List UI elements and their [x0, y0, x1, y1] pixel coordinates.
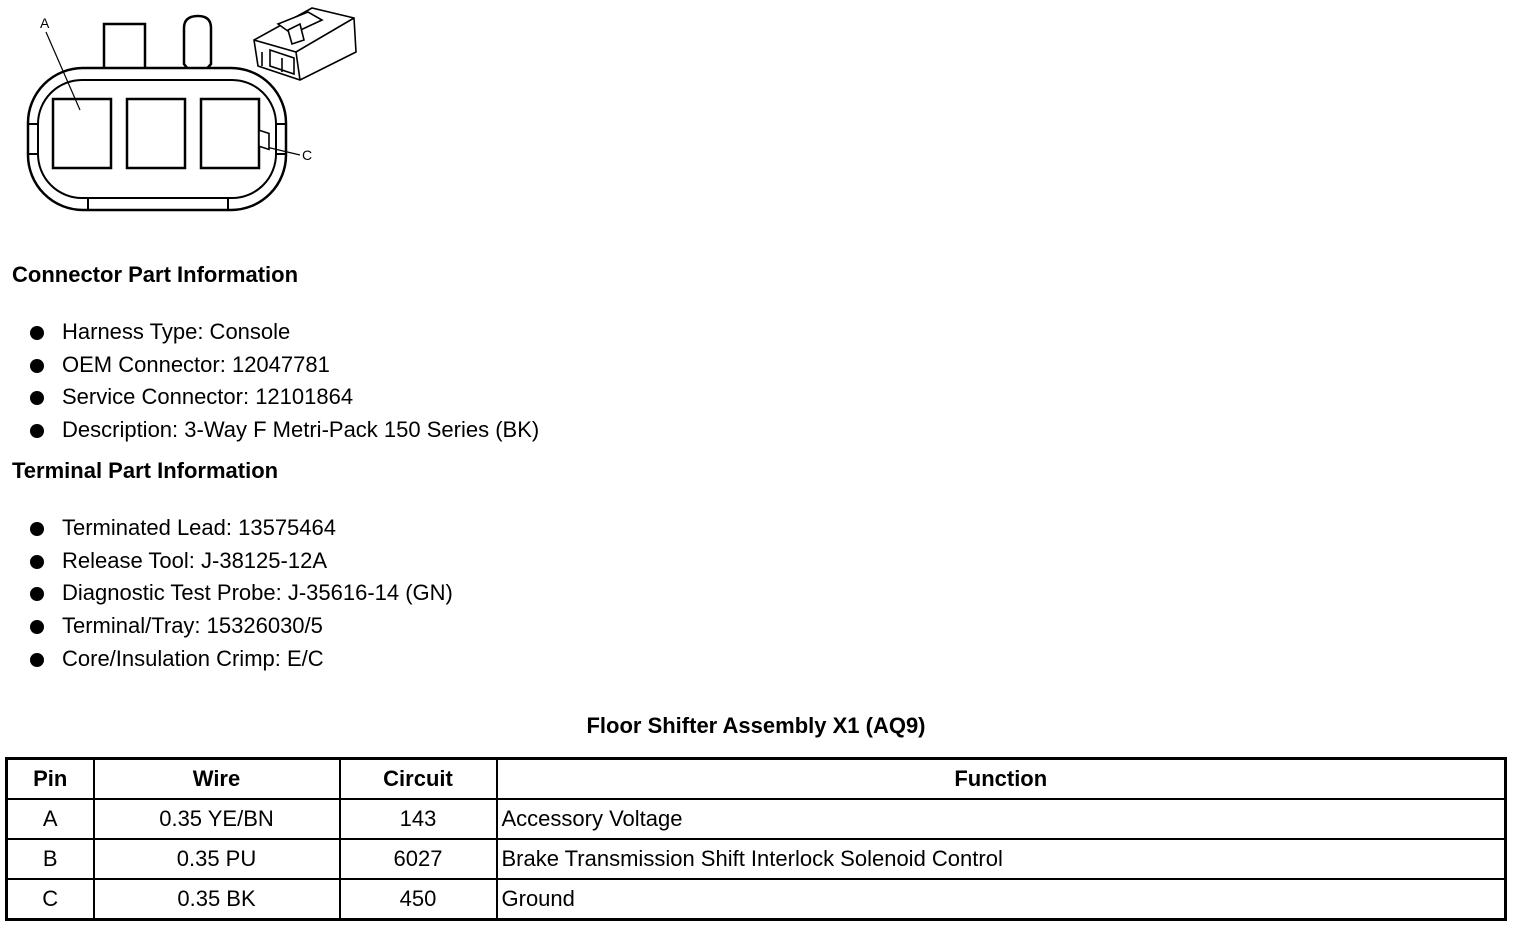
- list-item: Description: 3-Way F Metri-Pack 150 Series (BK): [28, 414, 539, 447]
- connector-part-info-list: [28, 316, 539, 447]
- list-item: OEM Connector: 12047781: [28, 349, 539, 382]
- terminal-part-info-list: [28, 512, 453, 675]
- bullet-icon: [30, 391, 44, 405]
- function-cell: Ground: [497, 879, 1506, 920]
- column-header-circuit: Circuit: [340, 759, 497, 800]
- table-header-row: [7, 759, 1506, 800]
- table-row: [7, 879, 1506, 920]
- wire-cell: 0.35 BK: [94, 879, 340, 920]
- bullet-icon: [30, 359, 44, 373]
- column-header-wire: Wire: [94, 759, 340, 800]
- callout-label-c: C: [302, 147, 313, 163]
- terminal-cavity-b: [127, 99, 185, 168]
- list-item: Terminated Lead: 13575464: [28, 512, 453, 545]
- bullet-icon: [30, 424, 44, 438]
- connector-face-diagram: [0, 0, 380, 230]
- function-cell: Accessory Voltage: [497, 799, 1506, 839]
- terminal-part-info-heading: Terminal Part Information: [12, 458, 279, 483]
- list-item: Harness Type: Console: [28, 316, 539, 349]
- function-cell: Brake Transmission Shift Interlock Solenoid Control: [497, 839, 1506, 879]
- bullet-icon: [30, 522, 44, 536]
- list-item: Terminal/Tray: 15326030/5: [28, 610, 453, 643]
- pin-table-title: Floor Shifter Assembly X1 (AQ9): [586, 713, 926, 738]
- list-item: Release Tool: J-38125-12A: [28, 545, 453, 578]
- pin-cell: A: [7, 799, 94, 839]
- bullet-icon: [30, 555, 44, 569]
- list-item: Core/Insulation Crimp: E/C: [28, 643, 453, 676]
- column-header-pin: Pin: [7, 759, 94, 800]
- connector-top-tab: [104, 24, 145, 70]
- column-header-function: Function: [497, 759, 1506, 800]
- connector-part-info-heading: Connector Part Information: [12, 262, 299, 287]
- table-row: [7, 839, 1506, 879]
- table-row: [7, 799, 1506, 839]
- terminal-cavity-a: [53, 99, 111, 168]
- circuit-cell: 450: [340, 879, 497, 920]
- bullet-icon: [30, 326, 44, 340]
- bullet-icon: [30, 653, 44, 667]
- wire-cell: 0.35 YE/BN: [94, 799, 340, 839]
- circuit-cell: 6027: [340, 839, 497, 879]
- callout-label-a: A: [40, 15, 50, 31]
- list-item: Diagnostic Test Probe: J-35616-14 (GN): [28, 577, 453, 610]
- pin-table: [5, 757, 1507, 921]
- pin-cell: C: [7, 879, 94, 920]
- wire-cell: 0.35 PU: [94, 839, 340, 879]
- pin-cell: B: [7, 839, 94, 879]
- bullet-icon: [30, 620, 44, 634]
- terminal-cavity-c: [201, 99, 259, 168]
- bullet-icon: [30, 587, 44, 601]
- list-item: Service Connector: 12101864: [28, 381, 539, 414]
- circuit-cell: 143: [340, 799, 497, 839]
